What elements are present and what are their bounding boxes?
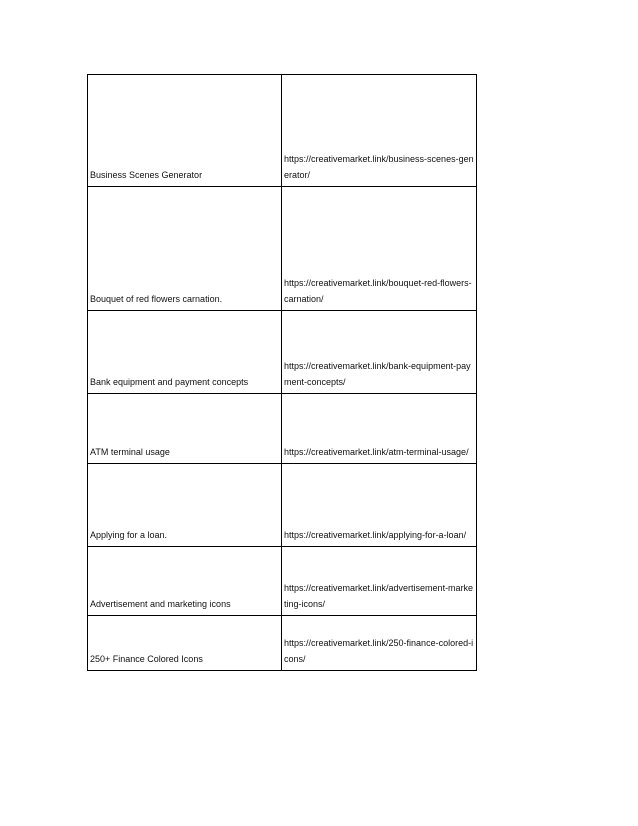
product-link[interactable]: https://creativemarket.link/business-scenes-generator/ xyxy=(284,154,474,180)
table-row xyxy=(88,464,477,547)
product-link[interactable]: https://creativemarket.link/advertisement-marketing-icons/ xyxy=(284,583,474,609)
product-link-cell xyxy=(282,464,477,547)
product-link[interactable]: https://creativemarket.link/bank-equipment-payment-concepts/ xyxy=(284,361,471,387)
product-link-cell xyxy=(282,616,477,671)
product-link[interactable]: https://creativemarket.link/atm-terminal-usage/ xyxy=(284,447,469,457)
product-link-cell xyxy=(282,187,477,311)
product-name-cell: Advertisement and marketing icons xyxy=(88,547,282,616)
product-name-cell: Bouquet of red flowers carnation. xyxy=(88,187,282,311)
table-row xyxy=(88,616,477,671)
table-row xyxy=(88,394,477,464)
product-link-cell xyxy=(282,394,477,464)
table-row xyxy=(88,311,477,394)
product-link-cell xyxy=(282,75,477,187)
product-name-cell: Business Scenes Generator xyxy=(88,75,282,187)
product-name-cell: ATM terminal usage xyxy=(88,394,282,464)
table-row xyxy=(88,75,477,187)
product-name-cell: Applying for a loan. xyxy=(88,464,282,547)
product-link[interactable]: https://creativemarket.link/250-finance-colored-icons/ xyxy=(284,638,474,664)
table-row xyxy=(88,547,477,616)
table-row xyxy=(88,187,477,311)
product-links-table xyxy=(87,74,477,671)
product-link[interactable]: https://creativemarket.link/applying-for-a-loan/ xyxy=(284,530,467,540)
product-name-cell: 250+ Finance Colored Icons xyxy=(88,616,282,671)
product-link-cell xyxy=(282,547,477,616)
product-link[interactable]: https://creativemarket.link/bouquet-red-flowers-carnation/ xyxy=(284,278,472,304)
product-link-cell xyxy=(282,311,477,394)
product-name-cell: Bank equipment and payment concepts xyxy=(88,311,282,394)
